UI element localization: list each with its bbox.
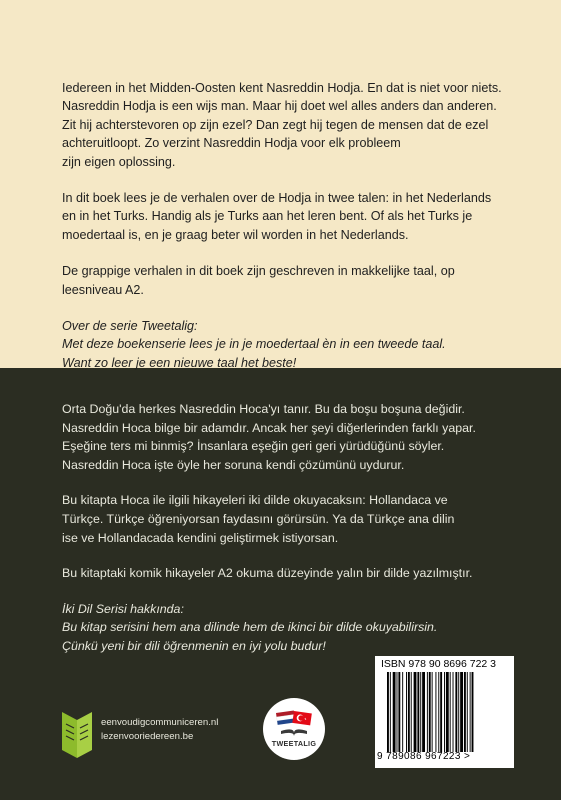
publisher-url-2[interactable]: lezenvooriedereen.be [101, 731, 194, 742]
dutch-paragraph-3: De grappige verhalen in dit boek zijn geschreven in makkelijke taal, op leesniveau A2. [62, 264, 455, 297]
barcode-bars [385, 672, 509, 752]
turkish-paragraph-3: Bu kitaptaki komik hikayeler A2 okuma düzeyinde yalın bir dilde yazılmıştır. [62, 566, 473, 581]
seal-label: TWEETALIG [271, 739, 317, 748]
dutch-blurb [62, 79, 512, 390]
publisher-url-1[interactable]: eenvoudigcommuniceren.nl [101, 717, 219, 728]
dutch-paragraph-2: In dit boek lees je de verhalen over de Hodja in twee talen: in het Nederlands en in het Turks. Handig als je Turks aan het leren bent. Of als het Turks je moedertaal is, en je graag beter wil worden in het Nederlands. [62, 191, 492, 242]
turkish-blurb [62, 400, 512, 673]
tweetalig-seal [263, 698, 325, 760]
isbn-barcode [375, 656, 514, 768]
turkish-series-note: İki Dil Serisi hakkında: Bu kitap serisini hem ana dilinde hem de ikinci bir dilde okuyabilirsin. Çünkü yeni bir dili öğrenmenin en iyi yolu budur! [62, 601, 438, 653]
isbn-label: ISBN 978 90 8696 722 3 [381, 658, 497, 670]
dutch-paragraph-1: Iedereen in het Midden-Oosten kent Nasreddin Hodja. En dat is niet voor niets. Nasreddin Hodja is een wijs man. Maar hij doet wel alles anders dan anderen. Zit hij achterstevoren op zijn ezel? Dan zegt hij tegen de mensen dat de ezel achteruitloopt. Zo verzint Nasreddin Hodja voor elk probleem zijn eigen oplossing. [62, 81, 502, 169]
turkish-paragraph-2: Bu kitapta Hoca ile ilgili hikayeleri iki dilde okuyacaksın: Hollandaca ve Türkçe. Türkçe öğreniyorsan faydasını görürsün. Ya da Türkçe ana dilin ise ve Hollandacada kendini geliştirmek istiyorsan. [62, 493, 455, 545]
publisher-urls [101, 716, 218, 744]
dutch-turkish-flags-icon [263, 698, 325, 760]
dutch-series-note: Over de serie Tweetalig: Met deze boekenserie lees je in je moedertaal èn in een tweede taal. Want zo leer je een nieuwe taal het beste! [62, 319, 446, 370]
turkish-paragraph-1: Orta Doğu'da herkes Nasreddin Hoca'yı tanır. Bu da boşu boşuna değidir. Nasreddin Hoca bilge bir adamdır. Ancak her şeyi diğerlerinden farklı yapar. Eşeğine ters mi binmiş? İnsanlara eşeğin geri geri yürüdüğünü söyler. Nasreddin Hoca işte öyle her soruna kendi çözümünü uydurur. [62, 402, 476, 472]
barcode-digits: 9 789086 967223 > [377, 751, 471, 762]
open-book-icon [62, 712, 92, 758]
